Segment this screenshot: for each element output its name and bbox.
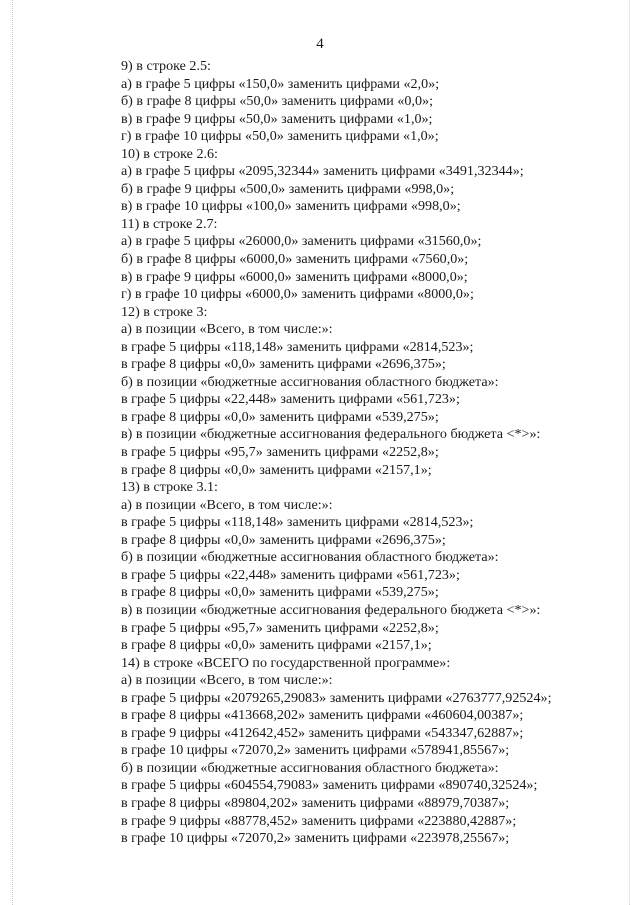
document-line: а) в графе 5 цифры «26000,0» заменить цифрами «31560,0»; [121,233,482,250]
document-line: а) в позиции «Всего, в том числе:»: [121,672,333,689]
document-line: 12) в строке 3: [121,303,208,320]
document-line: 14) в строке «ВСЕГО по государственной программе»: [121,654,451,671]
document-line: а) в графе 5 цифры «2095,32344» заменить цифрами «3491,32344»; [121,163,524,180]
document-line: в) в позиции «бюджетные ассигнования федерального бюджета <*>»: [121,601,541,618]
document-line: а) в позиции «Всего, в том числе:»: [121,321,333,338]
document-line: в графе 8 цифры «0,0» заменить цифрами «2157,1»; [121,637,432,654]
document-line: в графе 5 цифры «95,7» заменить цифрами «2252,8»; [121,619,439,636]
document-line: в графе 5 цифры «22,448» заменить цифрами «561,723»; [121,391,460,408]
document-line: в) в графе 9 цифры «50,0» заменить цифрами «1,0»; [121,110,433,127]
scan-left-edge [12,0,14,905]
document-line: в графе 8 цифры «0,0» заменить цифрами «2696,375»; [121,356,446,373]
document-line: б) в позиции «бюджетные ассигнования областного бюджета»: [121,373,499,390]
document-line: 11) в строке 2.7: [121,215,218,232]
document-line: г) в графе 10 цифры «6000,0» заменить цифрами «8000,0»; [121,286,474,303]
document-line: в графе 8 цифры «0,0» заменить цифрами «2696,375»; [121,531,446,548]
scan-right-edge [629,0,631,905]
document-line: в графе 8 цифры «413668,202» заменить цифрами «460604,00387»; [121,707,524,724]
document-line: а) в позиции «Всего, в том числе:»: [121,496,333,513]
document-line: в графе 5 цифры «604554,79083» заменить цифрами «890740,32524»; [121,777,538,794]
document-line: в графе 8 цифры «0,0» заменить цифрами «2157,1»; [121,461,432,478]
page-number: 4 [316,36,324,52]
document-line: в графе 8 цифры «89804,202» заменить цифрами «88979,70387»; [121,794,510,811]
document-line: б) в позиции «бюджетные ассигнования областного бюджета»: [121,759,499,776]
document-line: в графе 10 цифры «72070,2» заменить цифрами «223978,25567»; [121,830,510,847]
document-body [121,58,621,848]
document-line: 13) в строке 3.1: [121,479,218,496]
document-line: а) в графе 5 цифры «150,0» заменить цифрами «2,0»; [121,75,440,92]
document-line: в) в графе 10 цифры «100,0» заменить цифрами «998,0»; [121,198,461,215]
document-line: в графе 8 цифры «0,0» заменить цифрами «539,275»; [121,584,439,601]
document-line: б) в графе 8 цифры «50,0» заменить цифрами «0,0»; [121,93,433,110]
document-line: в) в графе 9 цифры «6000,0» заменить цифрами «8000,0»; [121,268,468,285]
document-line: в графе 9 цифры «412642,452» заменить цифрами «543347,62887»; [121,724,524,741]
document-line: б) в позиции «бюджетные ассигнования областного бюджета»: [121,549,499,566]
document-line: б) в графе 8 цифры «6000,0» заменить цифрами «7560,0»; [121,251,469,268]
document-line: 9) в строке 2.5: [121,58,211,74]
document-line: в графе 10 цифры «72070,2» заменить цифрами «578941,85567»; [121,742,510,759]
document-line: в графе 8 цифры «0,0» заменить цифрами «539,275»; [121,408,439,425]
document-line: в графе 5 цифры «118,148» заменить цифрами «2814,523»; [121,514,474,531]
document-line: в графе 5 цифры «22,448» заменить цифрами «561,723»; [121,566,460,583]
document-line: в графе 5 цифры «95,7» заменить цифрами «2252,8»; [121,444,439,461]
document-line: б) в графе 9 цифры «500,0» заменить цифрами «998,0»; [121,180,455,197]
document-line: 10) в строке 2.6: [121,145,218,162]
document-line: в графе 9 цифры «88778,452» заменить цифрами «223880,42887»; [121,812,517,829]
document-line: в графе 5 цифры «2079265,29083» заменить цифрами «2763777,92524»; [121,689,552,706]
document-line: в графе 5 цифры «118,148» заменить цифрами «2814,523»; [121,338,474,355]
document-line: г) в графе 10 цифры «50,0» заменить цифрами «1,0»; [121,128,439,145]
document-line: в) в позиции «бюджетные ассигнования федерального бюджета <*>»: [121,426,541,443]
